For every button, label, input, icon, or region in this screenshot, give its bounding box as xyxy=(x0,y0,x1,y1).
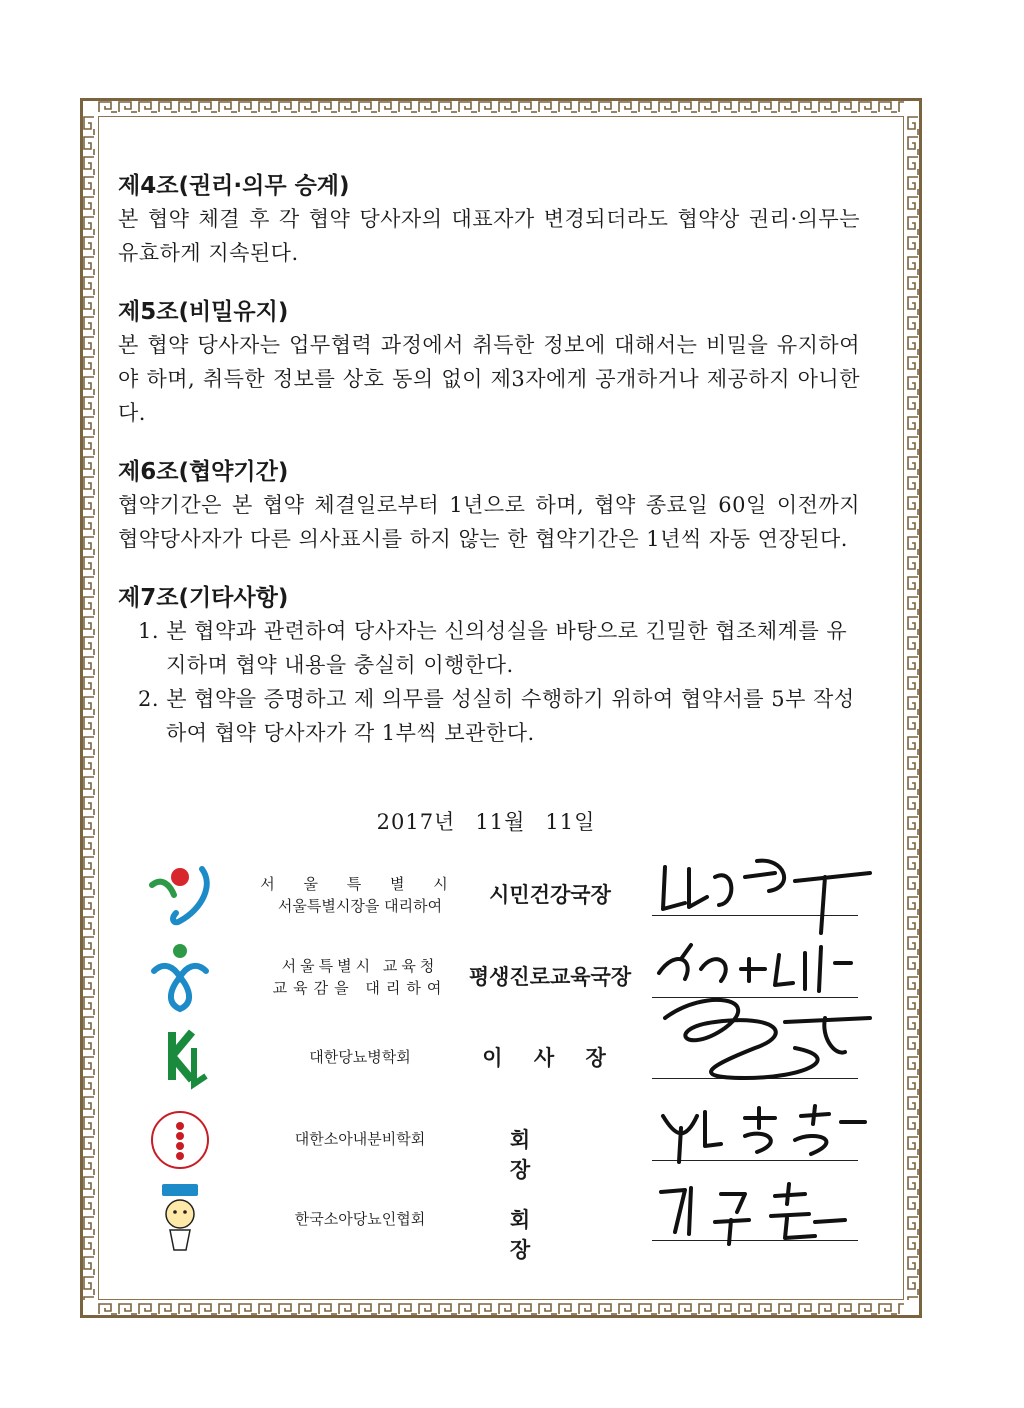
org-name xyxy=(240,1046,480,1068)
signing-date xyxy=(0,806,972,836)
article-5 xyxy=(118,296,860,430)
meander-frieze-left xyxy=(82,116,96,1300)
signatory-role: 시민건강국장 xyxy=(489,883,611,907)
article-text: 협약기간은 본 협약 체결일로부터 1년으로 하며, 협약 종료일 60일 이전까지 협약당사자가 다른 의사표시를 하지 않는 한 협약기간은 1년씩 자동 연장된다. xyxy=(118,493,860,551)
handwritten-signature xyxy=(645,1172,875,1262)
signatory-role: 회 장 xyxy=(509,1208,591,1262)
date-year: 2017년 xyxy=(376,810,456,834)
meander-frieze-bottom xyxy=(98,1302,904,1316)
handwritten-signature xyxy=(645,1092,875,1182)
article-4 xyxy=(118,170,860,270)
date-month: 11월 xyxy=(475,810,526,834)
org-name xyxy=(240,873,480,917)
org-name xyxy=(240,1208,480,1230)
agreement-body xyxy=(118,170,860,776)
signatory-role: 이 사 장 xyxy=(482,1046,618,1070)
signatory-role: 평생진로교육국장 xyxy=(468,965,632,989)
org-line-1: 대한당뇨병학회 xyxy=(309,1048,411,1066)
org-line-2: 교육감을 대리하여 xyxy=(272,979,448,997)
kspe-logo-icon xyxy=(140,1100,220,1180)
meander-frieze-top xyxy=(98,100,904,114)
article-items xyxy=(118,614,860,750)
org-name xyxy=(240,955,480,999)
list-item: 1. 본 협약과 관련하여 당사자는 신의성실을 바탕으로 긴밀한 협조체계를 유지하며 협약 내용을 충실히 이행한다. xyxy=(138,619,848,677)
article-text: 본 협약 체결 후 각 협약 당사자의 대표자가 변경되더라도 협약상 권리·의무는 유효하게 지속된다. xyxy=(118,207,860,265)
meander-frieze-right xyxy=(906,116,920,1300)
kda-logo-icon xyxy=(140,1018,220,1098)
list-item: 2. 본 협약을 증명하고 제 의무를 성실히 수행하기 위하여 협약서를 5부 작성하여 협약 당사자가 각 1부씩 보관한다. xyxy=(138,687,855,745)
seoul-city-logo-icon xyxy=(140,855,220,935)
signatory-tddm xyxy=(140,1180,870,1260)
org-line-1: 한국소아당뇨인협회 xyxy=(294,1210,426,1228)
handwritten-signature xyxy=(645,847,875,937)
article-text: 본 협약 당사자는 업무협력 과정에서 취득한 정보에 대해서는 비밀을 유지하여야 하며, 취득한 정보를 상호 동의 없이 제3자에게 공개하거나 제공하지 아니한다. xyxy=(118,333,860,425)
signatory-role: 회 장 xyxy=(509,1128,591,1182)
article-7 xyxy=(118,582,860,750)
handwritten-signature xyxy=(645,978,875,1098)
article-6 xyxy=(118,456,860,556)
article-title: 제7조(기타사항) xyxy=(118,585,289,611)
article-title: 제6조(협약기간) xyxy=(118,459,289,485)
date-day: 11일 xyxy=(545,810,596,834)
signatory-seoul xyxy=(140,855,870,935)
org-line-2: 서울특별시장을 대리하여 xyxy=(277,897,443,915)
article-title: 제5조(비밀유지) xyxy=(118,299,289,325)
tddm-logo-icon xyxy=(140,1180,220,1260)
signatory-kspe xyxy=(140,1100,870,1180)
org-name xyxy=(240,1128,480,1150)
org-line-1: 서울특별시 교육청 xyxy=(281,957,439,975)
org-line-1: 서 울 특 별 시 xyxy=(260,875,460,893)
seoul-education-logo-icon xyxy=(140,937,220,1017)
article-title: 제4조(권리·의무 승계) xyxy=(118,173,350,199)
signatory-kda xyxy=(140,1018,870,1098)
org-line-1: 대한소아내분비학회 xyxy=(294,1130,426,1148)
